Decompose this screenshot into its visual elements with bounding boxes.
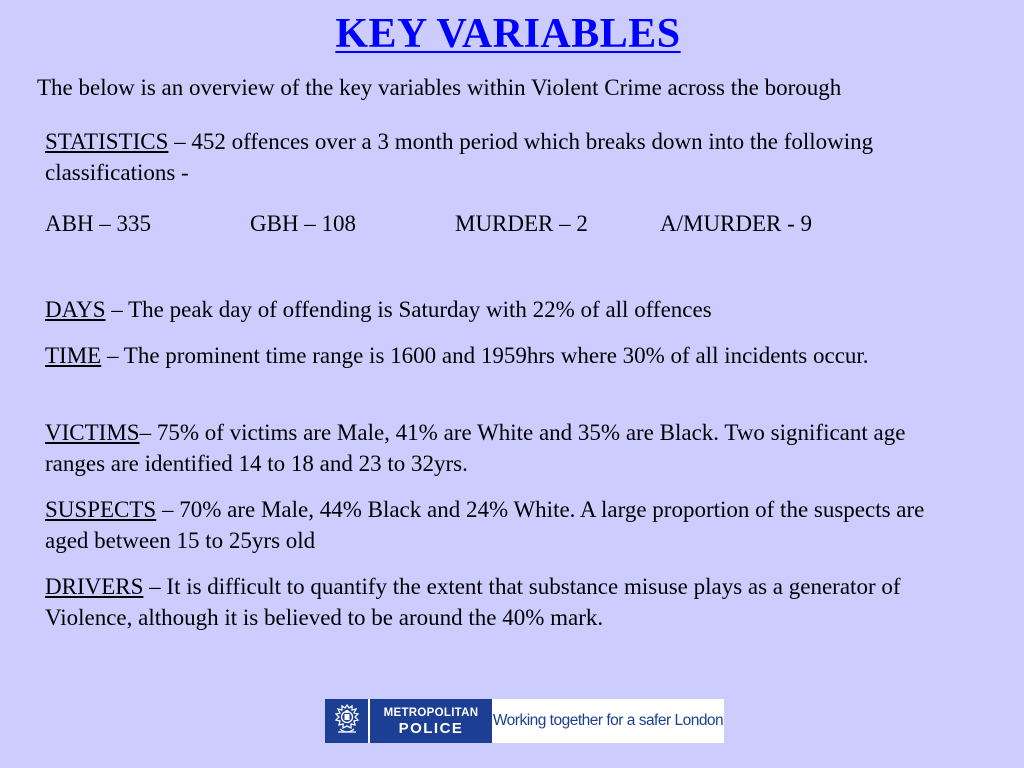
statistics-text: – 452 offences over a 3 month period which breaks down into the following classifications - [45,129,874,185]
intro-text: The below is an overview of the key variables within Violent Crime across the borough [37,75,842,100]
metropolitan-police-logo [325,699,724,743]
time-label: TIME [45,343,102,368]
days-paragraph [45,294,925,325]
suspects-text: – 70% are Male, 44% Black and 24% White. A large proportion of the suspects are aged between 15 to 25yrs old [45,497,925,553]
stat-gbh: GBH – 108 [250,211,357,236]
stat-attempted-murder: A/MURDER - 9 [660,211,813,236]
victims-text: – 75% of victims are Male, 41% are White and 35% are Black. Two significant age ranges are identified 14 to 18 and 23 to 32yrs. [45,420,906,476]
victims-paragraph [45,417,925,479]
police-crest-icon [325,699,370,743]
logo-wordmark [370,699,492,743]
logo-tagline: Working together for a safer London [492,699,724,743]
drivers-paragraph [45,571,925,633]
stat-murder: MURDER – 2 [455,211,588,236]
page-title: KEY VARIABLES [335,11,681,57]
statistics-paragraph [45,126,925,188]
logo-line-metropolitan: METROPOLITAN [383,707,479,719]
drivers-label: DRIVERS [45,574,144,599]
days-text: – The peak day of offending is Saturday with 22% of all offences [105,297,712,322]
suspects-paragraph [45,494,925,556]
stat-abh: ABH – 335 [45,211,152,236]
victims-label: VICTIMS [45,420,140,445]
suspects-label: SUSPECTS [45,497,157,522]
statistics-label: STATISTICS [45,129,169,154]
classification-row [0,211,1024,243]
logo-line-police: POLICE [398,720,464,737]
drivers-text: – It is difficult to quantify the extent that substance misuse plays as a generator of Violence, although it is believed to be around the 40% mark. [45,574,901,630]
time-paragraph [45,340,925,371]
days-label: DAYS [45,297,106,322]
time-text: – The prominent time range is 1600 and 1959hrs where 30% of all incidents occur. [101,343,869,368]
